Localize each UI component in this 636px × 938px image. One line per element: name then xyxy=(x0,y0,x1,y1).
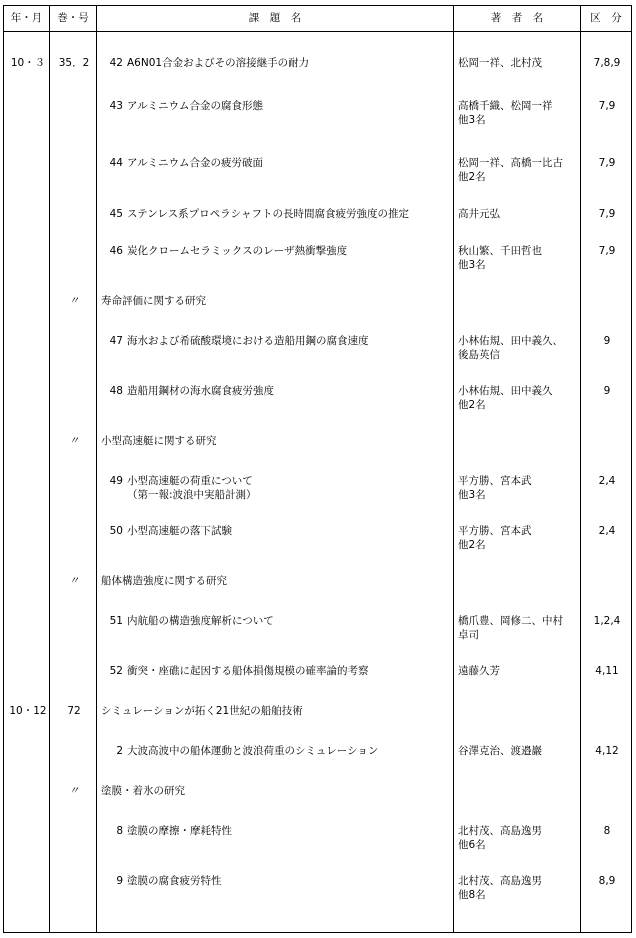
item-title: アルミニウム合金の腐食形態 xyxy=(127,100,263,112)
header-title: 課 題 名 xyxy=(248,12,302,24)
author-line: 遠藤久芳 xyxy=(458,665,500,677)
item-title: A6N01合金およびその溶接継手の耐力 xyxy=(127,57,310,69)
ditto-mark: 〃 xyxy=(68,575,80,587)
classification-cell: 7,8,9 xyxy=(593,57,621,69)
author-line: 他2名 xyxy=(458,171,486,183)
ditto-mark: 〃 xyxy=(68,435,80,447)
classification-cell: 8 xyxy=(603,825,611,837)
item-number: 48 xyxy=(109,385,123,397)
classification-cell: 8,9 xyxy=(598,875,616,887)
section-title: 小型高速艇に関する研究 xyxy=(101,435,217,447)
volume-number-cell: 35．2 xyxy=(58,57,90,69)
table-row xyxy=(4,874,631,910)
publication-table xyxy=(3,5,632,933)
author-line: 谷澤克治、渡邉巖 xyxy=(458,745,542,757)
author-line: 高井元弘 xyxy=(458,208,500,220)
item-number: 2 xyxy=(116,745,123,757)
table-row xyxy=(4,384,631,420)
item-title: 塗膜の腐食疲労特性 xyxy=(127,875,222,887)
author-line: 他6名 xyxy=(458,839,486,851)
item-number: 51 xyxy=(109,615,123,627)
author-line: 他8名 xyxy=(458,889,486,901)
table-row xyxy=(4,334,631,370)
year-month-cell: 10・３ xyxy=(10,57,46,69)
section-title: 寿命評価に関する研究 xyxy=(101,295,206,307)
item-number: 44 xyxy=(109,157,123,169)
author-line: 他2名 xyxy=(458,399,486,411)
classification-cell: 9 xyxy=(603,385,611,397)
item-number: 52 xyxy=(109,665,123,677)
item-title: 衝突・座礁に起因する船体損傷規模の確率論的考察 xyxy=(127,665,369,677)
table-row xyxy=(4,664,631,700)
table-row xyxy=(4,474,631,510)
header-year-month: 年・月 xyxy=(10,12,43,24)
table-row xyxy=(4,824,631,860)
author-line: 小林佑規、田中義久、 xyxy=(458,335,563,347)
item-title: 塗膜の摩擦・摩耗特性 xyxy=(127,825,232,837)
author-line: 平方勝、宮本武 xyxy=(458,475,532,487)
header-classification: 区 分 xyxy=(590,12,622,24)
section-row xyxy=(4,434,631,470)
item-title: 造船用鋼材の海水腐食疲労強度 xyxy=(127,385,274,397)
item-title: 小型高速艇の落下試験 xyxy=(127,525,232,537)
author-line: 他3名 xyxy=(458,114,486,126)
item-title: アルミニウム合金の疲労破面 xyxy=(127,157,263,169)
author-line: 松岡一祥、高橋一比古 xyxy=(458,157,563,169)
classification-cell: 7,9 xyxy=(598,157,616,169)
section-row xyxy=(4,784,631,820)
classification-cell: 4,12 xyxy=(595,745,619,757)
classification-cell: 7,9 xyxy=(598,245,616,257)
section-row xyxy=(4,574,631,610)
table-row xyxy=(4,99,631,135)
year-month-cell: 10・12 xyxy=(9,705,47,717)
item-title: 内航船の構造強度解析について xyxy=(127,615,274,627)
item-number: 46 xyxy=(109,245,123,257)
item-subtitle: （第一報:波浪中実船計測） xyxy=(127,489,257,501)
item-number: 49 xyxy=(109,475,123,487)
author-line: 他2名 xyxy=(458,539,486,551)
item-title: 小型高速艇の荷重について xyxy=(127,475,253,487)
table-row xyxy=(4,524,631,560)
item-number: 43 xyxy=(109,100,123,112)
item-title: ステンレス系プロペラシャフトの長時間腐食疲労強度の推定 xyxy=(127,208,409,220)
item-title: 大波高波中の船体運動と波浪荷重のシミュレーション xyxy=(127,745,379,757)
item-number: 9 xyxy=(116,875,123,887)
ditto-mark: 〃 xyxy=(68,785,80,797)
section-row xyxy=(4,704,631,740)
table-row xyxy=(4,614,631,650)
section-title: 塗膜・着氷の研究 xyxy=(101,785,185,797)
author-line: 橋爪豊、岡修二、中村 xyxy=(458,615,563,627)
classification-cell: 2,4 xyxy=(598,475,616,487)
author-line: 後島英信 xyxy=(458,349,500,361)
table-row xyxy=(4,244,631,280)
table-row xyxy=(4,207,631,243)
author-line: 他3名 xyxy=(458,259,486,271)
author-line: 松岡一祥、北村茂 xyxy=(458,57,542,69)
classification-cell: 9 xyxy=(603,335,611,347)
section-title: シミュレーションが拓く21世紀の船舶技術 xyxy=(101,705,303,717)
section-title: 船体構造強度に関する研究 xyxy=(101,575,227,587)
author-line: 他3名 xyxy=(458,489,486,501)
author-line: 平方勝、宮本武 xyxy=(458,525,532,537)
item-title: 炭化クロームセラミックスのレーザ熱衝撃強度 xyxy=(127,245,348,257)
author-line: 小林佑規、田中義久 xyxy=(458,385,553,397)
classification-cell: 1,2,4 xyxy=(593,615,621,627)
classification-cell: 7,9 xyxy=(598,208,616,220)
item-number: 50 xyxy=(109,525,123,537)
header-divider xyxy=(4,31,631,32)
item-number: 42 xyxy=(109,57,123,69)
item-number: 45 xyxy=(109,208,123,220)
header-authors: 著 者 名 xyxy=(490,12,544,24)
author-line: 北村茂、高島逸男 xyxy=(458,875,542,887)
author-line: 高橋千織、松岡一祥 xyxy=(458,100,553,112)
author-line: 卓司 xyxy=(458,629,479,641)
author-line: 秋山繁、千田哲也 xyxy=(458,245,542,257)
classification-cell: 2,4 xyxy=(598,525,616,537)
classification-cell: 7,9 xyxy=(598,100,616,112)
table-row xyxy=(4,744,631,780)
table-row xyxy=(4,156,631,192)
classification-cell: 4,11 xyxy=(595,665,619,677)
section-row xyxy=(4,294,631,330)
header-volume-number: 巻・号 xyxy=(57,12,89,24)
item-number: 47 xyxy=(109,335,123,347)
item-number: 8 xyxy=(116,825,123,837)
ditto-mark: 〃 xyxy=(68,295,80,307)
item-title: 海水および希硫酸環境における造船用鋼の腐食速度 xyxy=(127,335,369,347)
volume-number-cell: 72 xyxy=(67,705,81,717)
author-line: 北村茂、高島逸男 xyxy=(458,825,542,837)
table-row xyxy=(4,56,631,92)
